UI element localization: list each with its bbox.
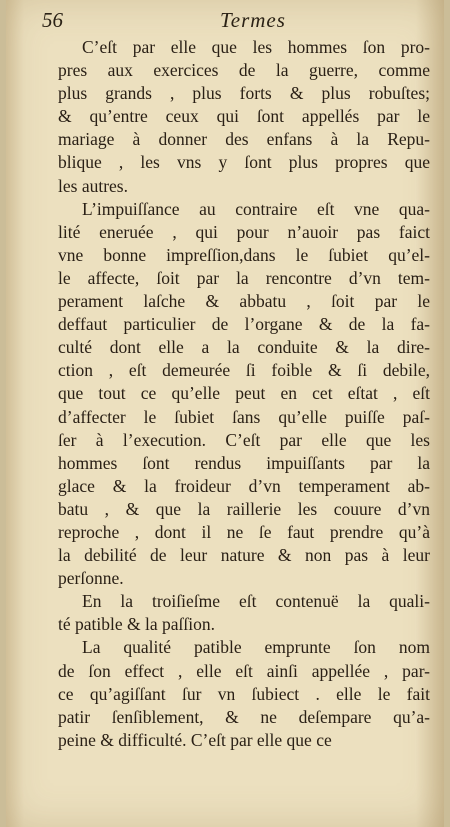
text-line: le affecte, ſoit par la rencontre d’vn tem- [58, 267, 430, 288]
text-line: hommes ſont rendus impuiſſants par la [58, 452, 430, 473]
text-line: pres aux exercices de la guerre, comme [58, 60, 430, 81]
text-line: L’impuiſſance au contraire eſt vne qua- [82, 198, 430, 219]
text-line: peine & difficulté. C’eſt par elle que ce [58, 729, 332, 750]
text-line: les autres. [58, 175, 128, 196]
text-line: culté dont elle a la conduite & la dire- [58, 337, 430, 358]
text-line: blique , les vns y ſont plus propres que [58, 152, 430, 173]
text-line: que tout ce qu’elle peut en cet eſtat , eſt [58, 383, 430, 404]
page-header [42, 8, 424, 34]
paragraph [58, 36, 430, 198]
text-line: mariage à donner des enfans à la Repu- [58, 129, 430, 150]
paragraph [58, 590, 430, 636]
text-line: deffaut particulier de l’organe & de la fa- [58, 314, 430, 335]
text-line: & qu’entre ceux qui ſont appellés par le [58, 106, 430, 127]
text-line: ction , eſt demeurée ſi foible & ſi debile, [58, 360, 430, 381]
text-line: perſonne. [58, 568, 124, 589]
text-line: glace & la froideur d’vn temperament ab- [58, 475, 430, 496]
paragraph [58, 636, 430, 751]
text-line: plus grands , plus forts & plus robuſtes; [58, 83, 430, 104]
text-line: patir ſenſiblement, & ne deſempare qu’a- [58, 706, 430, 727]
text-line: reproche , dont il ne ſe faut prendre qu’à [58, 521, 430, 542]
text-line: ce qu’agiſſant ſur vn ſubiect . elle le fait [58, 683, 430, 704]
text-line: d’affecter le ſubiet ſans qu’elle puiſſe paſ- [58, 406, 430, 427]
book-page [6, 0, 444, 827]
text-line: té patible & la paſſion. [58, 614, 215, 635]
text-line: vne bonne impreſſion,dans le ſubiet qu’el- [58, 244, 430, 265]
running-head: Termes [220, 8, 286, 32]
page-number: 56 [42, 8, 63, 32]
text-line: ſer à l’execution. C’eſt par elle que les [58, 429, 430, 450]
text-line: En la troiſieſme eſt contenuë la quali- [82, 591, 430, 612]
text-line: perament laſche & abbatu , ſoit par le [58, 291, 430, 312]
text-line: batu , & que la raillerie les couure d’vn [58, 498, 430, 519]
body-text [58, 36, 430, 752]
text-line: la debilité de leur nature & non pas à leur [58, 545, 430, 566]
text-line: La qualité patible emprunte ſon nom [82, 637, 430, 658]
paragraph [58, 198, 430, 591]
text-line: lité eneruée , qui pour n’auoir pas faict [58, 221, 430, 242]
text-line: de ſon effect , elle eſt ainſi appellée , par- [58, 660, 430, 681]
text-line: C’eſt par elle que les hommes ſon pro- [82, 37, 430, 57]
